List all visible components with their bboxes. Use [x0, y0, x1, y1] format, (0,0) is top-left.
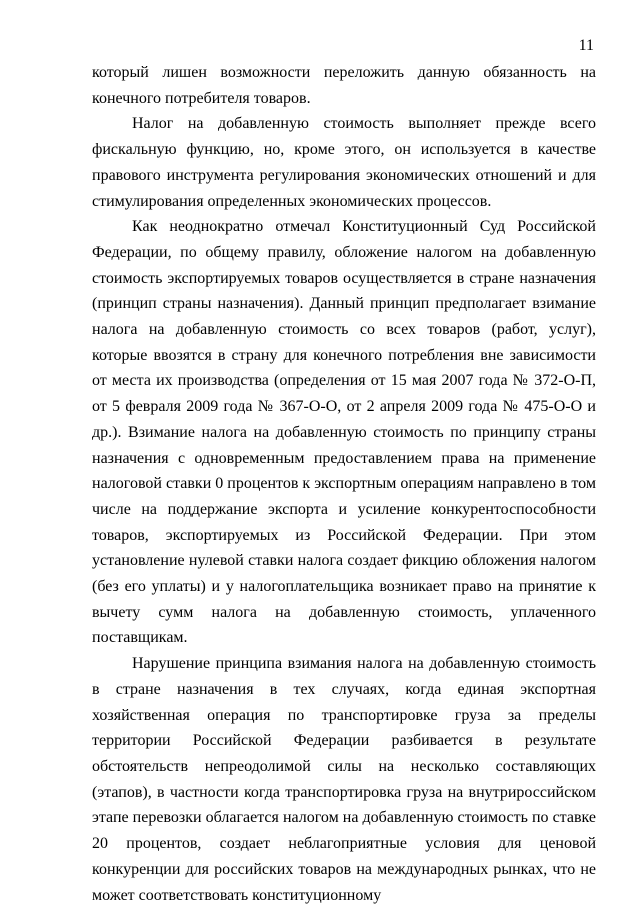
paragraph: Налог на добавленную стоимость выполняет прежде всего фискальную функцию, но, кроме этого, он используется в качестве правового инструмента регулирования экономических отношений и для стимулирования определенных экономических процессов. [92, 115, 596, 210]
paragraph-continuation: который лишен возможности переложить данную обязанность на конечного потребителя товаров. [92, 64, 596, 107]
paragraph: Нарушение принципа взимания налога на добавленную стоимость в стране назначения в тех случаях, когда единая экспортная хозяйственная операция по транспортировке груза за пределы территории Российской Федерации разбивается в результате обстоятельств непреодолимой силы на несколько составляющих (этапов), в частности когда транспортировка груза на внутрироссийском этапе перевозки облагается налогом на добавленную стоимость по ставке 20 процентов, создает неблагоприятные условия для ценовой конкуренции для российских товаров на международных рынках, что не может соответствовать конституционному [92, 655, 596, 904]
document-body [92, 60, 596, 908]
paragraph: Как неоднократно отмечал Конституционный Суд Российской Федерации, по общему правилу, обложение налогом на добавленную стоимость экспортируемых товаров осуществляется в стране назначения (принцип страны назначения). Данный принцип предполагает взимание налога на добавленную стоимость со всех товаров (работ, услуг), которые ввозятся в страну для конечного потребления вне зависимости от места их производства (определения от 15 мая 2007 года № 372-О-П, от 5 февраля 2009 года № 367-О-О, от 2 апреля 2009 года № 475-О-О и др.). Взимание налога на добавленную стоимость по принципу страны назначения с одновременным предоставлением права на применение налоговой ставки 0 процентов к экспортным операциям направлено в том числе на поддержание экспорта и усиление конкурентоспособности товаров, экспортируемых из Российской Федерации. При этом установление нулевой ставки налога создает фикцию обложения налогом (без его уплаты) и у налогоплательщика возникает право на принятие к вычету сумм налога на добавленную стоимость, уплаченного поставщикам. [92, 218, 596, 647]
page-number: 11 [578, 37, 594, 54]
